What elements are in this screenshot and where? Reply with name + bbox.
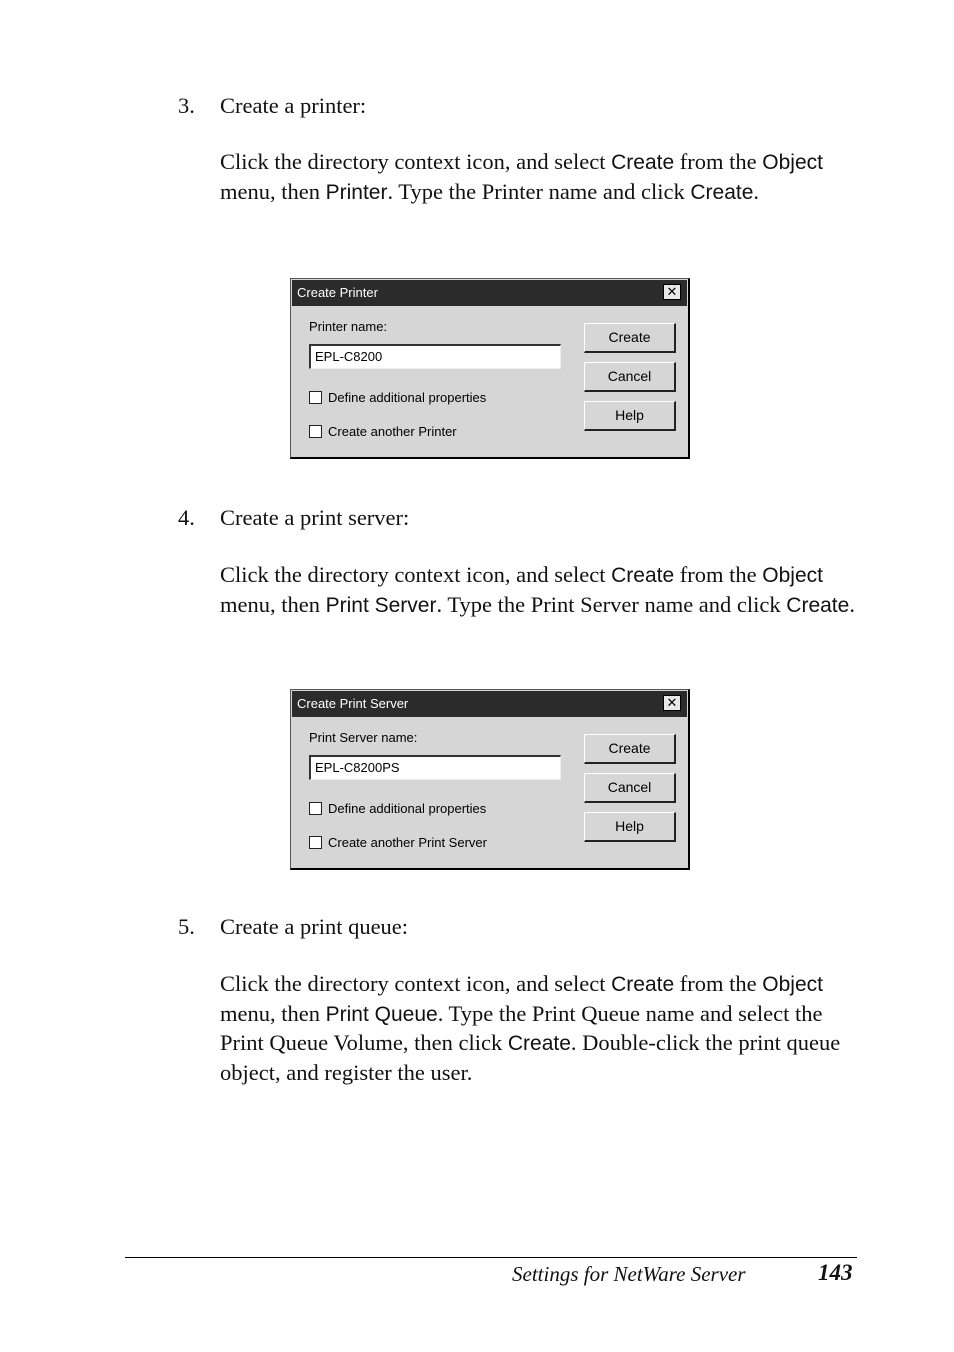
ui-term: Create <box>611 151 675 174</box>
step-5 <box>178 913 868 1085</box>
ui-term: Object <box>762 151 823 174</box>
step-number: 3. <box>178 93 195 118</box>
step-title: Create a print queue: <box>220 914 409 939</box>
ui-term: Print Queue <box>325 1002 438 1026</box>
step-4 <box>178 504 868 617</box>
ui-term: Print Server <box>325 593 437 617</box>
ui-term: Create <box>611 973 675 996</box>
checkbox-label: Define additional properties <box>328 390 487 405</box>
ui-term: Printer <box>325 180 388 204</box>
step-3 <box>178 92 868 204</box>
checkbox-icon <box>309 836 322 849</box>
ui-term: Object <box>762 973 823 996</box>
instruction-text: . Type the Print Server name and click <box>436 591 787 617</box>
instruction-text: . Type the Printer name and click <box>387 178 691 204</box>
step-heading <box>178 913 868 941</box>
instruction-text: . <box>849 591 855 617</box>
instruction-text: menu, then <box>220 1000 326 1026</box>
footer-section-title: Settings for NetWare Server <box>512 1262 746 1286</box>
instruction-text: from the <box>674 562 763 587</box>
create-another-checkbox[interactable] <box>309 835 487 850</box>
step-number: 4. <box>178 505 195 530</box>
dialog-title: Create Print Server <box>297 696 409 711</box>
instruction-text: Click the directory context icon, and select <box>220 562 612 587</box>
checkbox-label: Define additional properties <box>328 801 487 816</box>
checkbox-label: Create another Printer <box>328 424 457 439</box>
create-button[interactable]: Create <box>584 323 676 353</box>
step-title: Create a printer: <box>220 93 367 118</box>
checkbox-icon <box>309 391 322 404</box>
ui-term: Create <box>611 564 675 587</box>
step-title: Create a print server: <box>220 505 410 530</box>
checkbox-icon <box>309 425 322 438</box>
print-server-name-label: Print Server name: <box>309 730 418 745</box>
instruction-text: . <box>753 178 760 204</box>
close-icon[interactable]: ✕ <box>663 695 681 711</box>
printer-name-input[interactable]: EPL-C8200 <box>309 344 561 369</box>
step-instructions <box>220 148 870 207</box>
print-server-name-input[interactable]: EPL-C8200PS <box>309 755 561 780</box>
dialog-title-bar <box>292 691 687 717</box>
close-icon[interactable]: ✕ <box>663 284 681 300</box>
checkbox-label: Create another Print Server <box>328 835 487 850</box>
printer-name-label: Printer name: <box>309 319 388 334</box>
instruction-text: menu, then <box>220 178 326 204</box>
step-instructions <box>220 970 870 1087</box>
dialog-title: Create Printer <box>297 285 378 300</box>
checkbox-icon <box>309 802 322 815</box>
dialog-title-bar <box>292 280 687 306</box>
create-print-server-dialog <box>290 689 690 870</box>
ui-term: Create <box>690 180 754 204</box>
step-number: 5. <box>178 914 195 939</box>
create-button[interactable]: Create <box>584 734 676 764</box>
instruction-text: . Type the Print Queue name and select the Print Queue Volume, then click <box>220 1000 823 1055</box>
ui-term: Object <box>762 564 823 587</box>
instruction-text: . Double-click the print queue object, and register the user. <box>220 1030 841 1085</box>
instruction-text: menu, then <box>220 591 326 617</box>
cancel-button[interactable]: Cancel <box>584 362 676 392</box>
ui-term: Create <box>786 593 850 617</box>
define-properties-checkbox[interactable] <box>309 801 486 816</box>
instruction-text: Click the directory context icon, and select <box>220 149 612 174</box>
step-instructions <box>220 561 870 620</box>
create-printer-dialog <box>290 278 690 459</box>
ui-term: Create <box>507 1032 571 1055</box>
step-heading <box>178 504 868 532</box>
instruction-text: from the <box>674 149 763 174</box>
footer-rule <box>125 1257 857 1258</box>
instruction-text: Click the directory context icon, and select <box>220 971 612 996</box>
step-heading <box>178 92 868 120</box>
create-another-checkbox[interactable] <box>309 424 457 439</box>
instruction-text: from the <box>674 971 763 996</box>
help-button[interactable]: Help <box>584 812 676 842</box>
define-properties-checkbox[interactable] <box>309 390 486 405</box>
page-number: 143 <box>818 1260 853 1285</box>
help-button[interactable]: Help <box>584 401 676 431</box>
cancel-button[interactable]: Cancel <box>584 773 676 803</box>
